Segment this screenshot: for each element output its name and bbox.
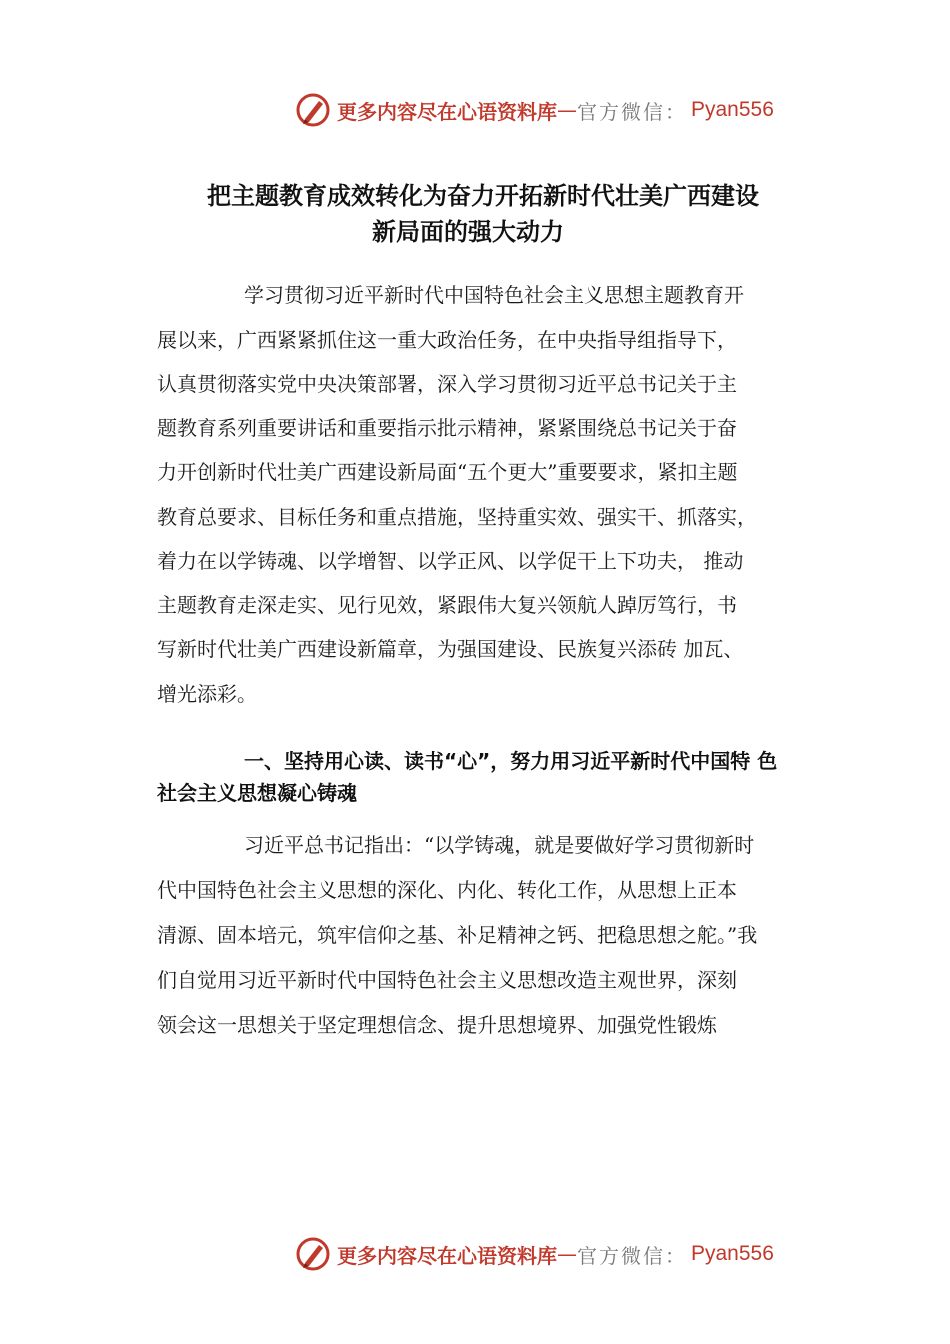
banner-text: 更多内容尽在心语资料库 <box>337 1243 557 1268</box>
paragraph1-line: 展以来，广西紧紧抓住这一重大政治任务，在中央指导组指导下， <box>157 328 737 352</box>
footer-banner <box>295 1234 774 1274</box>
paragraph2-line: 代中国特色社会主义思想的深化、内化、转化工作，从思想上正本 <box>157 878 737 902</box>
banner-dash: — <box>557 1242 577 1266</box>
paragraph1-line: 学习贯彻习近平新时代中国特色社会主义思想主题教育开 <box>244 283 744 307</box>
section-heading-line-2: 社会主义思想凝心铸魂 <box>157 781 357 805</box>
paragraph1-line: 教育总要求、目标任务和重点措施，坚持重实效、强实干、抓落实， <box>157 505 757 529</box>
paragraph1-line: 增光添彩。 <box>157 682 257 706</box>
banner-text: 更多内容尽在心语资料库 <box>337 99 557 124</box>
paragraph1-line: 力开创新时代壮美广西建设新局面“五个更大”重要要求，紧扣主题 <box>157 460 738 484</box>
paragraph1-line: 题教育系列重要讲话和重要指示批示精神，紧紧围绕总书记关于奋 <box>157 416 737 440</box>
document-title-line-1: 把主题教育成效转化为奋力开拓新时代壮美广西建设 <box>207 182 759 210</box>
pen-logo-icon <box>295 1236 331 1272</box>
paragraph2-line: 们自觉用习近平新时代中国特色社会主义思想改造主观世界，深刻 <box>157 968 737 992</box>
paragraph1-line: 认真贯彻落实党中央决策部署，深入学习贯彻习近平总书记关于主 <box>157 372 737 396</box>
paragraph2-line: 习近平总书记指出：“以学铸魂，就是要做好学习贯彻新时 <box>244 833 755 857</box>
document-title-line-2: 新局面的强大动力 <box>372 218 564 246</box>
paragraph1-line: 写新时代壮美广西建设新篇章，为强国建设、民族复兴添砖 加瓦、 <box>157 637 744 661</box>
paragraph1-line: 主题教育走深走实、见行见效，紧跟伟大复兴领航人踔厉笃行，书 <box>157 593 737 617</box>
banner-wechat-label: 官方微信： <box>577 1243 687 1268</box>
paragraph1-line: 着力在以学铸魂、以学增智、以学正风、以学促干上下功夫， 推动 <box>157 549 744 573</box>
banner-wechat-id: Pyan556 <box>691 1242 774 1265</box>
paragraph2-line: 领会这一思想关于坚定理想信念、提升思想境界、加强党性锻炼 <box>157 1013 717 1037</box>
section-heading-line-1: 一、坚持用心读、读书“心”，努力用习近平新时代中国特 色 <box>244 749 778 773</box>
pen-logo-icon <box>295 92 331 128</box>
paragraph2-line: 清源、固本培元，筑牢信仰之基、补足精神之钙、把稳思想之舵。”我 <box>157 923 758 947</box>
banner-dash: — <box>557 98 577 122</box>
banner-wechat-label: 官方微信： <box>577 99 687 124</box>
banner-wechat-id: Pyan556 <box>691 98 774 121</box>
header-banner <box>295 90 774 130</box>
